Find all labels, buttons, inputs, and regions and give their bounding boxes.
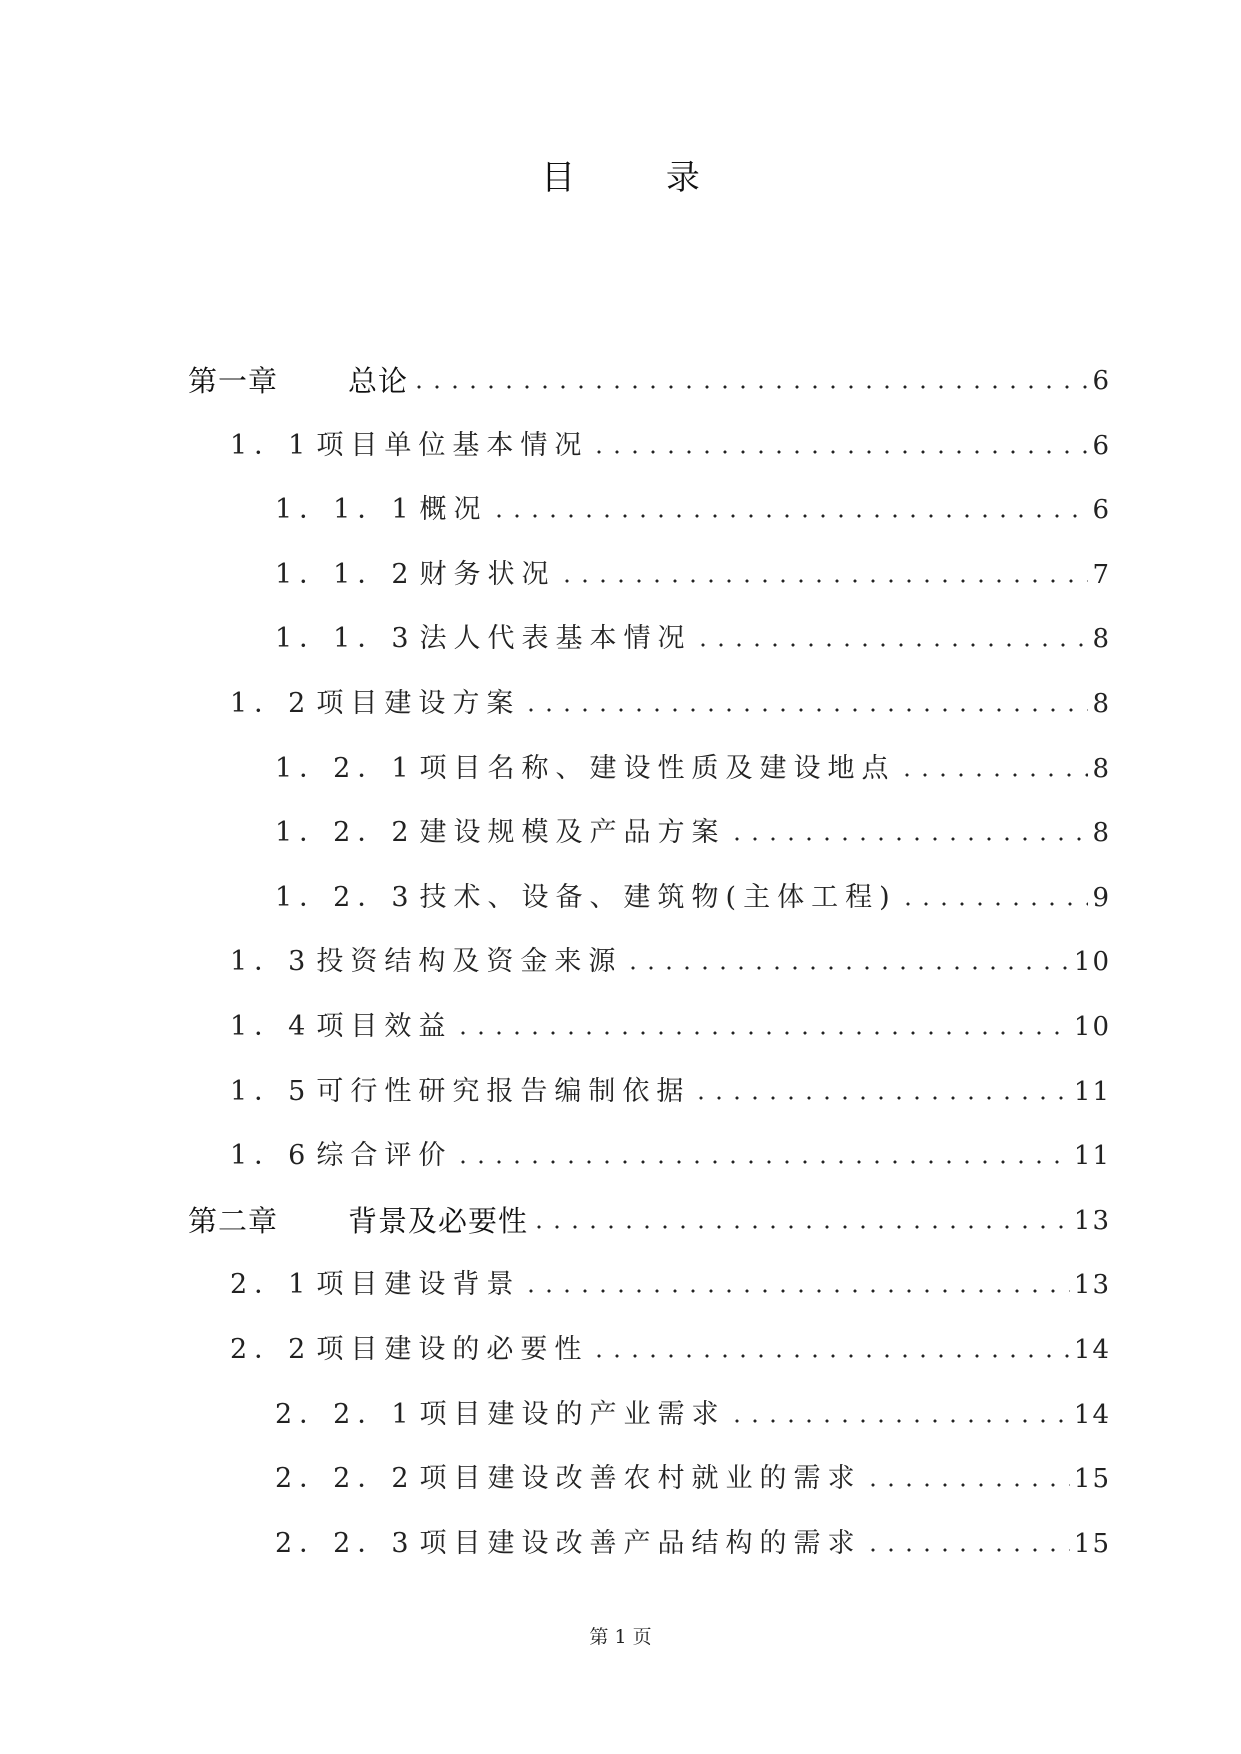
toc-entry-page-number: 15	[1073, 1464, 1111, 1494]
toc-entry-number: 1．2	[230, 688, 313, 719]
toc-entry[interactable]	[275, 483, 1111, 527]
dot-leader	[692, 1096, 1070, 1100]
dot-leader	[898, 773, 1089, 777]
toc-entry-page-number: 13	[1073, 1270, 1111, 1300]
toc-entry-number: 2．2．3	[275, 1528, 416, 1559]
dot-leader	[728, 837, 1089, 841]
toc-entry-number: 2．2．1	[275, 1399, 416, 1430]
toc-entry-number: 第二章	[188, 1204, 279, 1238]
toc-entry[interactable]	[275, 806, 1111, 850]
toc-entry-label	[188, 1204, 528, 1238]
dot-leader	[728, 1419, 1070, 1423]
toc-entry-text: 财务状况	[419, 559, 556, 590]
toc-entry-text: 项目建设的必要性	[316, 1334, 589, 1365]
toc-entry[interactable]	[230, 1258, 1111, 1302]
dot-leader	[590, 1354, 1070, 1358]
toc-entry-page-number: 10	[1073, 947, 1111, 977]
toc-entry-number: 1．4	[230, 1011, 313, 1042]
page-number-footer: 第 1 页	[589, 1626, 652, 1648]
dot-leader	[558, 579, 1089, 583]
toc-entry-label	[275, 881, 897, 915]
toc-entry-label	[230, 687, 520, 721]
dot-leader	[864, 1483, 1070, 1487]
toc-entry-label	[188, 364, 408, 398]
toc-entry-number: 1．2．1	[275, 753, 416, 784]
toc-entry-label	[230, 429, 588, 463]
toc-entry[interactable]	[230, 1323, 1111, 1367]
toc-entry-label	[275, 1398, 726, 1432]
dot-leader	[522, 1289, 1070, 1293]
toc-entry[interactable]	[275, 1452, 1111, 1496]
toc-entry-text: 建设规模及产品方案	[419, 817, 726, 848]
toc-entry-text: 综合评价	[316, 1140, 453, 1171]
toc-entry[interactable]	[275, 612, 1111, 656]
toc-entry-label	[275, 493, 488, 527]
toc-entry[interactable]	[275, 548, 1111, 592]
toc-entry[interactable]	[275, 1517, 1111, 1561]
toc-entry-page-number: 6	[1092, 366, 1111, 396]
toc-entry-label	[230, 1075, 690, 1109]
toc-entry-label	[230, 945, 622, 979]
toc-entry-page-number: 6	[1092, 495, 1111, 525]
toc-entry-page-number: 11	[1073, 1077, 1111, 1107]
toc-entry-text: 背景及必要性	[348, 1204, 529, 1238]
toc-entry-text: 项目建设的产业需求	[419, 1399, 726, 1430]
toc-entry[interactable]	[275, 871, 1111, 915]
dot-leader	[590, 450, 1088, 454]
toc-entry-page-number: 8	[1092, 624, 1111, 654]
toc-entry-text: 技术、设备、建筑物(主体工程)	[419, 882, 897, 913]
toc-entry-label	[230, 1139, 452, 1173]
toc-entry-number: 1．1．1	[275, 494, 416, 525]
toc-entry[interactable]	[230, 1000, 1111, 1044]
toc-entry-page-number: 15	[1073, 1529, 1111, 1559]
toc-entry-label	[275, 752, 896, 786]
dot-leader	[410, 385, 1088, 389]
toc-entry-number: 1．5	[230, 1076, 313, 1107]
toc-entry-number: 1．3	[230, 946, 313, 977]
dot-leader	[899, 902, 1089, 906]
toc-entry-page-number: 14	[1073, 1400, 1111, 1430]
toc-entry-page-number: 7	[1092, 560, 1111, 590]
toc-entry-number: 2．1	[230, 1269, 313, 1300]
toc-entry[interactable]	[275, 1388, 1111, 1432]
toc-entry-text: 项目建设背景	[316, 1269, 521, 1300]
toc-entry-text: 可行性研究报告编制依据	[316, 1076, 691, 1107]
dot-leader	[490, 514, 1089, 518]
toc-entry-label	[275, 1462, 862, 1496]
toc-entry-text: 项目建设改善产品结构的需求	[419, 1528, 862, 1559]
toc-entry-page-number: 6	[1092, 431, 1111, 461]
toc-entry[interactable]	[230, 419, 1111, 463]
toc-chapter-entry[interactable]	[188, 1194, 1111, 1238]
toc-entry-number: 2．2	[230, 1334, 313, 1365]
toc-entry-text: 概况	[419, 494, 488, 525]
toc-entry-label	[275, 1527, 862, 1561]
dot-leader	[624, 966, 1070, 970]
toc-entry-number: 1．6	[230, 1140, 313, 1171]
toc-entry-label	[275, 816, 726, 850]
dot-leader	[454, 1031, 1070, 1035]
toc-entry-number: 1．1．2	[275, 559, 416, 590]
toc-entry-text: 总论	[348, 364, 409, 398]
toc-entry[interactable]	[230, 677, 1111, 721]
toc-entry-text: 项目效益	[316, 1011, 453, 1042]
toc-entry-text: 项目建设改善农村就业的需求	[419, 1463, 862, 1494]
toc-entry[interactable]	[230, 1129, 1111, 1173]
toc-entry-number: 2．2．2	[275, 1463, 416, 1494]
toc-entry-label	[275, 558, 556, 592]
dot-leader	[530, 1225, 1070, 1229]
toc-entry-page-number: 8	[1092, 754, 1111, 784]
toc-entry-page-number: 9	[1092, 883, 1111, 913]
toc-entry-number: 1．2．2	[275, 817, 416, 848]
toc-entry-page-number: 8	[1092, 818, 1111, 848]
toc-entry-text: 项目名称、建设性质及建设地点	[419, 753, 896, 784]
toc-entry-number: 1．1	[230, 430, 313, 461]
toc-entry-page-number: 10	[1073, 1012, 1111, 1042]
toc-entry[interactable]	[230, 935, 1111, 979]
toc-entry-text: 项目单位基本情况	[316, 430, 589, 461]
dot-leader	[522, 708, 1088, 712]
dot-leader	[864, 1548, 1070, 1552]
toc-entry-text: 法人代表基本情况	[419, 623, 692, 654]
page-title: 目 录	[541, 158, 740, 198]
toc-entry-text: 项目建设方案	[316, 688, 521, 719]
toc-entry[interactable]	[230, 1065, 1111, 1109]
toc-entry-number: 第一章	[188, 364, 279, 398]
toc-entry-page-number: 14	[1073, 1335, 1111, 1365]
toc-entry-number: 1．1．3	[275, 623, 416, 654]
dot-leader	[454, 1160, 1070, 1164]
toc-entry-number: 1．2．3	[275, 882, 416, 913]
toc-entry-label	[275, 622, 692, 656]
toc-entry-label	[230, 1268, 520, 1302]
toc-entry[interactable]	[275, 742, 1111, 786]
toc-entry-label	[230, 1010, 452, 1044]
toc-entry-label	[230, 1333, 588, 1367]
toc-entry-page-number: 11	[1073, 1141, 1111, 1171]
toc-entry-text: 投资结构及资金来源	[316, 946, 623, 977]
toc-entry-page-number: 13	[1073, 1206, 1111, 1236]
toc-entry-page-number: 8	[1092, 689, 1111, 719]
dot-leader	[694, 643, 1089, 647]
toc-chapter-entry[interactable]	[188, 354, 1111, 398]
